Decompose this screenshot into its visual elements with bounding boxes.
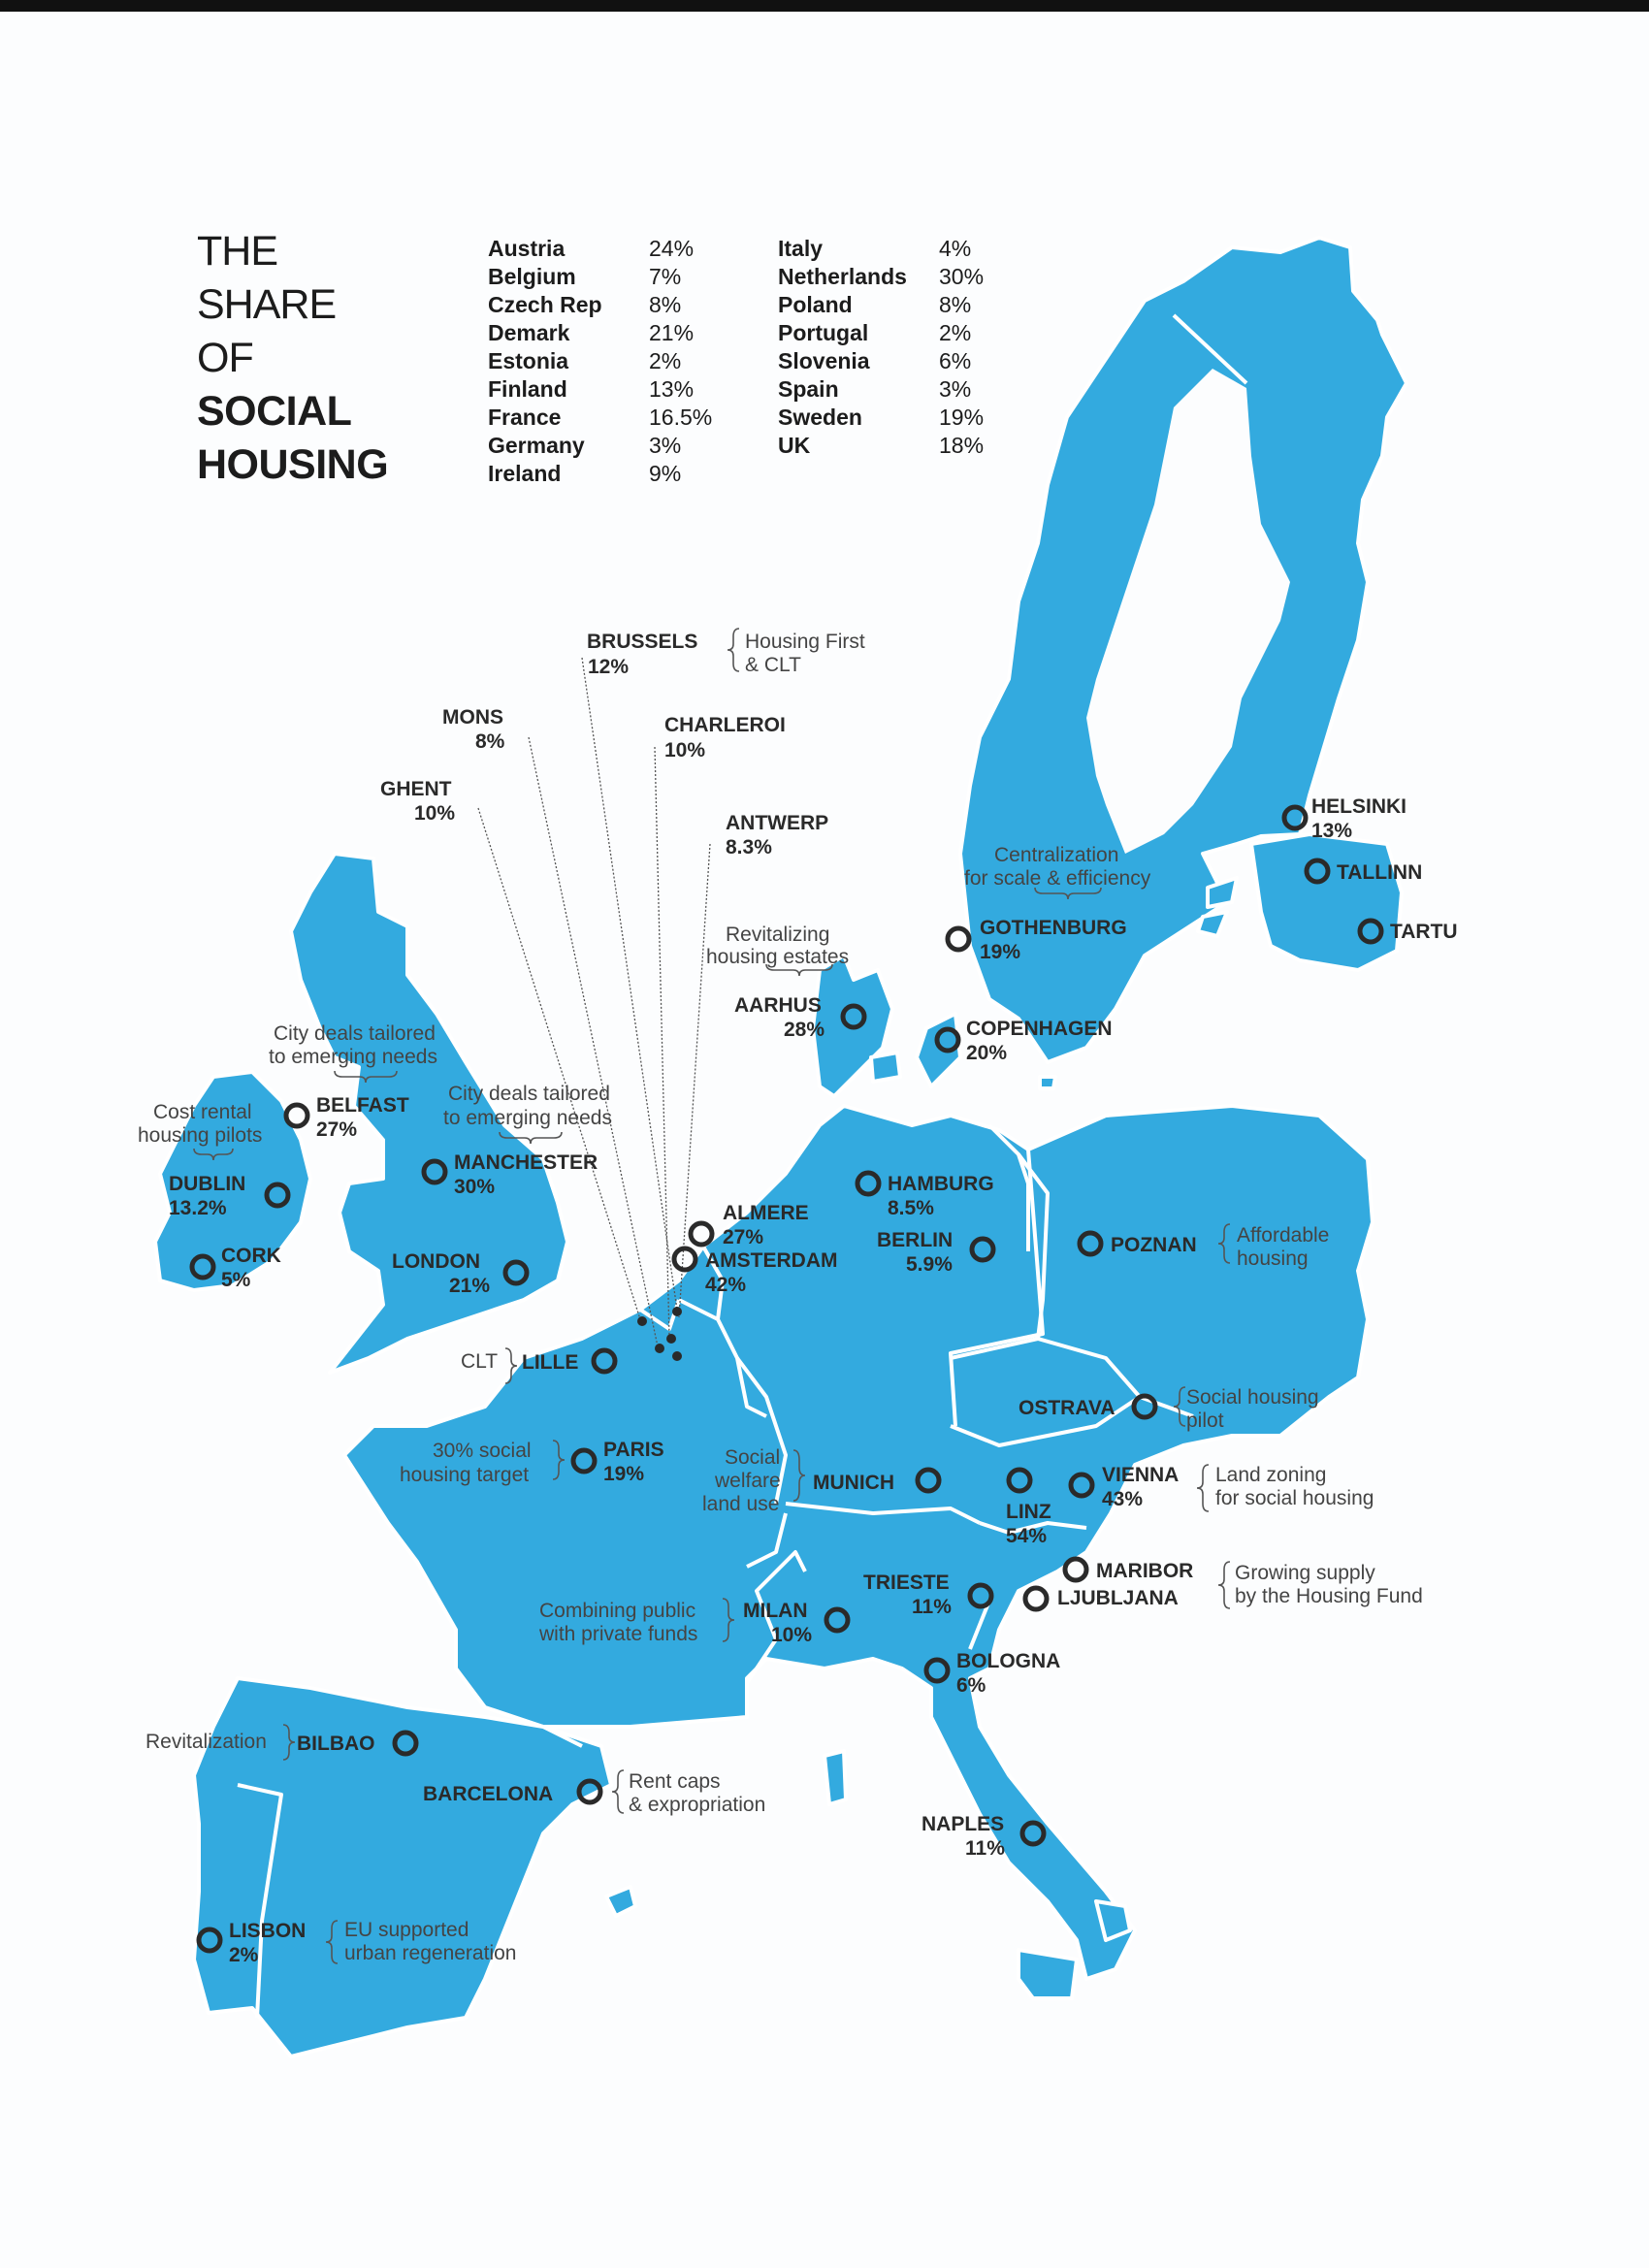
label-paris-share: 19% — [603, 1463, 645, 1485]
note-paris-2: housing target — [400, 1464, 530, 1486]
label-paris: PARIS — [603, 1439, 664, 1461]
label-mons-share: 8% — [475, 730, 505, 753]
note-munich-2: welfare — [715, 1470, 781, 1492]
label-dublin: DUBLIN — [169, 1173, 246, 1195]
label-copenhagen: COPENHAGEN — [966, 1018, 1113, 1040]
label-amsterdam: AMSTERDAM — [705, 1249, 838, 1272]
label-antwerp-share: 8.3% — [726, 836, 772, 859]
label-london-share: 21% — [449, 1275, 491, 1297]
marker-brussels — [666, 1334, 676, 1344]
label-amsterdam-share: 42% — [705, 1274, 747, 1296]
note-brussels-1: Housing First — [745, 631, 865, 653]
note-ostrava-1: Social housing — [1186, 1386, 1319, 1409]
note-manchester-2: to emerging needs — [443, 1107, 612, 1129]
note-brussels-2: & CLT — [745, 654, 801, 676]
note-vienna-1: Land zoning — [1215, 1464, 1327, 1486]
label-lille: LILLE — [522, 1351, 579, 1374]
island-sicily — [1018, 1950, 1077, 1998]
label-poznan: POZNAN — [1111, 1234, 1197, 1256]
label-lisbon: LISBON — [229, 1920, 307, 1942]
label-gothenburg: GOTHENBURG — [980, 917, 1127, 939]
label-belfast: BELFAST — [316, 1094, 409, 1117]
note-lisbon-2: urban regeneration — [344, 1942, 517, 1964]
title-line-1: THE — [197, 228, 277, 275]
label-bologna-share: 6% — [956, 1674, 986, 1697]
label-helsinki: HELSINKI — [1311, 795, 1407, 818]
label-vienna-share: 43% — [1102, 1488, 1144, 1510]
label-charleroi-share: 10% — [664, 739, 706, 761]
label-aarhus-share: 28% — [784, 1019, 825, 1041]
note-milan-1: Combining public — [539, 1600, 696, 1622]
label-bilbao: BILBAO — [297, 1733, 375, 1755]
label-hamburg: HAMBURG — [888, 1173, 994, 1195]
note-vienna-2: for social housing — [1215, 1487, 1374, 1509]
note-milan-2: with private funds — [539, 1623, 698, 1645]
label-naples: NAPLES — [922, 1813, 1005, 1835]
label-aarhus: AARHUS — [734, 994, 822, 1017]
label-berlin: BERLIN — [877, 1229, 954, 1251]
label-linz: LINZ — [1006, 1501, 1051, 1523]
note-lille-1: CLT — [461, 1350, 499, 1373]
note-poznan-2: housing — [1237, 1247, 1309, 1270]
note-munich-3: land use — [702, 1493, 780, 1515]
land-masses — [155, 238, 1406, 2057]
landmass-finland-south — [1251, 834, 1402, 970]
label-copenhagen-share: 20% — [966, 1042, 1008, 1064]
label-antwerp: ANTWERP — [726, 812, 829, 834]
marker-almere[interactable] — [691, 1223, 712, 1245]
label-trieste: TRIESTE — [863, 1571, 950, 1594]
label-milan: MILAN — [743, 1600, 808, 1622]
label-bologna: BOLOGNA — [956, 1650, 1061, 1672]
label-milan-share: 10% — [771, 1624, 813, 1646]
label-hamburg-share: 8.5% — [888, 1197, 934, 1219]
note-belfast-1: City deals tailored — [274, 1022, 436, 1045]
island-corsica — [824, 1751, 846, 1804]
label-ghent: GHENT — [380, 778, 452, 800]
label-ostrava: OSTRAVA — [1018, 1397, 1116, 1419]
label-dublin-share: 13.2% — [169, 1197, 227, 1219]
label-brussels: BRUSSELS — [587, 631, 698, 653]
title-line-5: HOUSING — [197, 441, 389, 488]
note-barcelona-1: Rent caps — [629, 1770, 721, 1793]
marker-ljubljana[interactable] — [1025, 1588, 1047, 1609]
title-line-4: SOCIAL — [197, 388, 352, 435]
page-title — [197, 225, 388, 492]
label-manchester: MANCHESTER — [454, 1151, 598, 1174]
island-bornholm — [1040, 1077, 1055, 1088]
label-lisbon-share: 2% — [229, 1944, 259, 1966]
marker-mons — [655, 1344, 664, 1353]
label-mons: MONS — [442, 706, 503, 729]
note-maribor-2: by the Housing Fund — [1235, 1585, 1423, 1607]
label-linz-share: 54% — [1006, 1525, 1048, 1547]
label-maribor: MARIBOR — [1096, 1560, 1194, 1582]
label-tallinn: TALLINN — [1337, 861, 1423, 884]
label-tartu: TARTU — [1390, 921, 1458, 943]
marker-maribor[interactable] — [1065, 1559, 1086, 1580]
island-fyn — [871, 1053, 900, 1082]
island-baltic-2 — [1198, 912, 1227, 936]
label-gothenburg-share: 19% — [980, 941, 1021, 963]
label-almere: ALMERE — [723, 1202, 809, 1224]
note-maribor-1: Growing supply — [1235, 1562, 1375, 1584]
note-dublin-2: housing pilots — [138, 1124, 263, 1147]
label-ljubljana: LJUBLJANA — [1057, 1587, 1179, 1609]
note-gothenburg-1: Centralization — [994, 844, 1119, 866]
note-barcelona-2: & expropriation — [629, 1794, 766, 1816]
label-naples-share: 11% — [965, 1837, 1005, 1860]
label-belfast-share: 27% — [316, 1118, 358, 1141]
label-manchester-share: 30% — [454, 1176, 496, 1198]
note-munich-1: Social — [725, 1446, 781, 1469]
label-barcelona: BARCELONA — [423, 1783, 554, 1805]
marker-gothenburg[interactable] — [948, 928, 969, 950]
title-line-3: OF — [197, 335, 253, 381]
marker-charleroi — [672, 1351, 682, 1361]
marker-antwerp — [672, 1307, 682, 1316]
note-dublin-1: Cost rental — [153, 1101, 252, 1123]
note-aarhus-1: Revitalizing — [726, 923, 830, 946]
note-lisbon-1: EU supported — [344, 1919, 469, 1941]
note-manchester-1: City deals tailored — [448, 1083, 610, 1105]
note-aarhus-2: housing estates — [706, 946, 850, 968]
page: BRUSSELS 12% MONS 8% CHARLEROI 10% GHENT 10% ANTWERP 8.3% HELSINKI 13% TALLINN TARTU GOTHENBURG 19% AARHUS 28% COPENHAGEN 20% BELFAST 27% DUBLIN 13.2% CORK 5% MANCHESTER 30% LONDON 21% HAMBURG 8.5% ALMERE 27% AMSTERDAM 42% BERLIN 5.9% POZNAN LILLE OSTRAVA PARIS 19% MUNICH VIENNA 43% LINZ 54% MARIBOR LJUBLJANA TRIESTE 11% MILAN 10% BOLOGNA 6% BILBAO BARCELONA NAPLES 11% LISBON 2% Housing First & CLT Centralization for scale & efficiency Revitalizing housing estates City deals tailored to emerging needs City deals tailored to emerging needs Cost rental housing pilots Affordable housing CLT Social housing pilot 30% social housing target Social welfare land use Land zoning for social housing Growing supply by the Housing Fund Combining public with private funds Revitalization Rent caps & expropriation EU supported urban regeneration THE SHARE OF SOCIAL HOUSING Austria 24% Belgium 7% Czech Rep 8% Demark 21% Estonia 2% Finland 13% France 16.5% Germany 3% Ireland 9% Italy 4% Netherlands 30% Poland 8% Portugal 2% Slovenia 6% Spain 3% Sweden 19% UK 18% — [0, 0, 1649, 2268]
label-ghent-share: 10% — [414, 802, 456, 825]
label-cork-share: 5% — [221, 1269, 251, 1291]
label-vienna: VIENNA — [1102, 1464, 1180, 1486]
note-bilbao-1: Revitalization — [146, 1731, 267, 1753]
note-gothenburg-2: for scale & efficiency — [964, 867, 1151, 890]
label-helsinki-share: 13% — [1311, 820, 1353, 842]
label-trieste-share: 11% — [912, 1596, 952, 1618]
note-paris-1: 30% social — [433, 1440, 532, 1462]
label-munich: MUNICH — [813, 1472, 894, 1494]
note-poznan-1: Affordable — [1237, 1224, 1330, 1247]
marker-ghent — [637, 1316, 647, 1326]
note-belfast-2: to emerging needs — [269, 1046, 437, 1068]
label-brussels-share: 12% — [588, 656, 630, 678]
label-berlin-share: 5.9% — [906, 1253, 953, 1276]
label-london: LONDON — [392, 1250, 480, 1273]
label-charleroi: CHARLEROI — [664, 714, 786, 736]
label-almere-share: 27% — [723, 1226, 764, 1248]
label-cork: CORK — [221, 1245, 281, 1267]
note-ostrava-2: pilot — [1186, 1409, 1224, 1432]
island-balearic — [606, 1887, 635, 1916]
title-line-2: SHARE — [197, 281, 337, 328]
